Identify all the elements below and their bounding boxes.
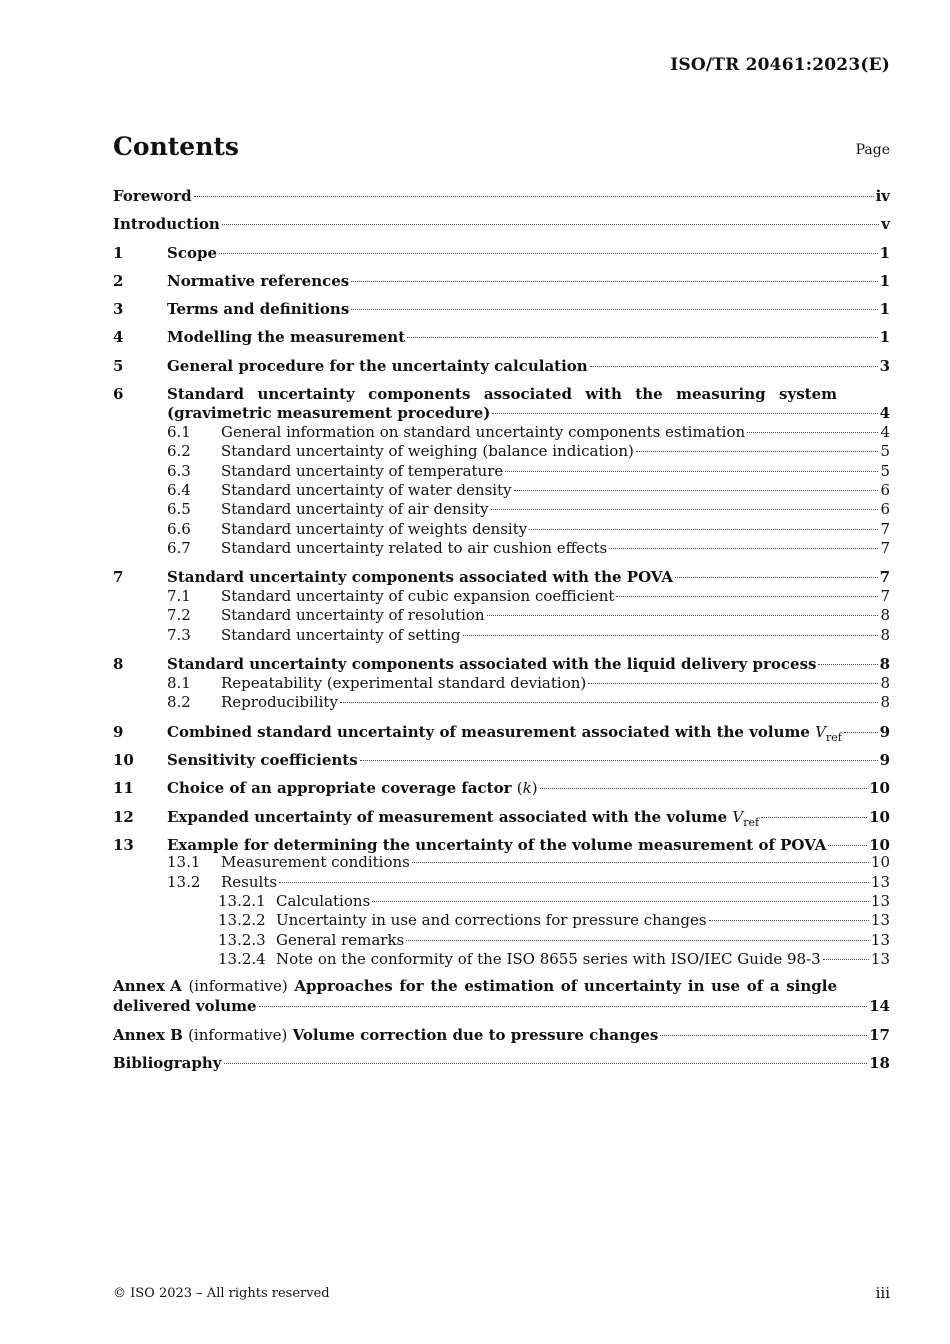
toc-entry-section-10[interactable] (113, 749, 890, 777)
toc-number: 9 (113, 722, 124, 741)
leader-dots (463, 635, 879, 636)
paren-close: ) (531, 779, 538, 798)
toc-entry-section-6[interactable] (113, 383, 890, 423)
toc-title: General information on standard uncertainty components estimation (221, 423, 746, 442)
toc-entry-introduction[interactable] (113, 213, 890, 241)
toc-entry-8-2[interactable] (113, 693, 890, 712)
leader-dots (709, 920, 869, 921)
toc-number: 6.3 (167, 461, 191, 480)
variable-k: k (522, 779, 532, 798)
toc-page: 13 (870, 891, 890, 910)
leader-dots (818, 664, 877, 665)
toc-entry-section-8[interactable] (113, 653, 890, 674)
toc-title: General procedure for the uncertainty calculation (167, 356, 588, 375)
toc-entry-section-7[interactable] (113, 566, 890, 587)
toc-title: Standard uncertainty of weighing (balance indication) (221, 442, 634, 461)
toc-number: 8.1 (167, 674, 191, 693)
toc-page: 9 (879, 750, 890, 769)
subscript-ref: ref (743, 815, 760, 829)
toc-page: 6 (880, 480, 890, 499)
toc-title (167, 806, 759, 834)
toc-page: 13 (870, 949, 890, 968)
toc-entry-6-6[interactable] (113, 520, 890, 539)
toc-title-word: for (399, 977, 424, 996)
toc-title: Standard uncertainty of air density (221, 500, 489, 519)
toc-entry-13-2-3[interactable] (113, 931, 890, 950)
toc-page: 4 (879, 404, 890, 423)
toc-entry-6-3[interactable] (113, 462, 890, 481)
toc-title-word: single (786, 977, 837, 996)
toc-number: 12 (113, 807, 134, 826)
leader-dots (412, 862, 869, 863)
toc-title-word: components (368, 385, 471, 404)
leader-dots (616, 596, 878, 597)
leader-dots (360, 760, 878, 761)
toc-title: Standard uncertainty of water density (221, 480, 512, 499)
leader-dots (340, 702, 879, 703)
toc-title: Standard uncertainty of weights density (221, 519, 528, 538)
toc-title-word: Standard (167, 385, 244, 404)
toc-number: 7 (113, 568, 124, 587)
toc-title-word: Approaches (294, 977, 393, 996)
toc-entry-13-2-4[interactable] (113, 950, 890, 969)
subscript-ref: ref (826, 730, 842, 744)
variable-v: V (732, 807, 744, 826)
page-number: iii (875, 1284, 890, 1302)
toc-number: 10 (113, 750, 134, 769)
toc-title-word: estimation (464, 977, 555, 996)
leader-dots (823, 959, 869, 960)
toc-number: 8.2 (167, 693, 191, 712)
toc-page: 13 (870, 930, 890, 949)
toc-page: iv (875, 187, 890, 205)
toc-number: 6.2 (167, 442, 191, 461)
toc-entry-6-7[interactable] (113, 539, 890, 558)
toc-page: 1 (879, 300, 890, 319)
toc-number: 6.1 (167, 423, 191, 442)
toc-entry-annex-a[interactable] (113, 977, 890, 1024)
toc-title: Reproducibility (221, 693, 338, 712)
toc-title-word: system (779, 385, 837, 404)
toc-number: 4 (113, 328, 124, 347)
toc-page: 8 (880, 606, 890, 625)
toc-page: 7 (880, 587, 890, 606)
toc-title-word: associated (483, 385, 572, 404)
toc-entry-6-2[interactable] (113, 442, 890, 461)
toc-title-line-1 (167, 385, 890, 404)
toc-entry-6-1[interactable] (113, 423, 890, 442)
toc-entry-13-1[interactable] (113, 853, 890, 872)
toc-page: 4 (880, 423, 890, 442)
document-id-header: ISO/TR 20461:2023(E) (670, 55, 890, 75)
toc-title-line-2: (gravimetric measurement procedure) (167, 404, 491, 423)
toc-number: 3 (113, 300, 124, 319)
leader-dots (351, 309, 877, 310)
toc-title-word: of (746, 977, 764, 996)
toc-title-word: of (560, 977, 578, 996)
toc-title-text: Expanded uncertainty of measurement associated with the volume (167, 807, 728, 826)
leader-dots (540, 788, 868, 789)
toc-title-text: Combined standard uncertainty of measurement associated with the volume (167, 722, 810, 741)
toc-title-word: measuring (676, 385, 766, 404)
toc-title: Scope (167, 243, 218, 262)
toc-number: 7.2 (167, 606, 191, 625)
toc-title: Foreword (113, 187, 192, 205)
toc-title-word: the (635, 385, 663, 404)
toc-title-text: Choice of an appropriate coverage factor (167, 779, 512, 798)
toc-page: v (881, 215, 890, 234)
toc-title: Standard uncertainty of setting (221, 625, 461, 644)
toc-page: 10 (869, 779, 890, 798)
annex-label: Annex B (113, 1026, 183, 1045)
toc-entry-7-1[interactable] (113, 587, 890, 606)
toc-entry-section-3[interactable] (113, 298, 890, 326)
toc-title (167, 721, 842, 749)
toc-number: 13 (113, 835, 134, 854)
toc-title: Standard uncertainty related to air cushion effects (221, 538, 608, 557)
toc-entry-foreword[interactable] (113, 185, 890, 213)
toc-number: 6.5 (167, 500, 191, 519)
leader-dots (636, 451, 879, 452)
toc-title-word: use (711, 977, 741, 996)
paren-open: ( (516, 779, 523, 798)
toc-title: Terms and definitions (167, 300, 350, 319)
toc-title-line-1 (113, 977, 890, 997)
toc-page: 18 (869, 1054, 890, 1073)
annex-type: (informative) (188, 977, 288, 996)
leader-dots (505, 471, 878, 472)
toc-page: 1 (879, 328, 890, 347)
leader-dots (224, 1063, 868, 1064)
leader-dots (259, 1006, 868, 1007)
leader-dots (529, 529, 878, 530)
toc-entry-annex-b[interactable] (113, 1024, 890, 1052)
toc-entry-section-12[interactable] (113, 806, 890, 834)
toc-title: Bibliography (113, 1054, 222, 1073)
toc-title-word: with (585, 385, 622, 404)
toc-number: 13.2.4 (218, 949, 266, 968)
toc-title-word: the (430, 977, 458, 996)
leader-dots (406, 940, 869, 941)
toc-title: Introduction (113, 215, 220, 234)
toc-number: 13.2.2 (218, 911, 266, 930)
copyright-notice: © ISO 2023 – All rights reserved (113, 1286, 330, 1301)
toc-title (167, 777, 538, 799)
toc-title: Example for determining the uncertainty of the volume measurement of POVA (167, 835, 827, 854)
toc-entry-section-13[interactable] (113, 834, 890, 854)
toc-title: Standard uncertainty components associated with the liquid delivery process (167, 655, 817, 674)
toc-number: 7.1 (167, 587, 191, 606)
page-title: Contents (113, 132, 240, 161)
toc-number: 6 (113, 385, 124, 404)
toc-entry-section-9[interactable] (113, 721, 890, 749)
leader-dots (407, 337, 877, 338)
page-column-label: Page (855, 142, 890, 158)
toc-entry-bibliography[interactable] (113, 1052, 890, 1080)
leader-dots (747, 432, 878, 433)
toc-number: 13.2.1 (218, 891, 266, 910)
toc-title: Note on the conformity of the ISO 8655 series with ISO/IEC Guide 98-3 (276, 949, 821, 968)
toc-number: 11 (113, 779, 134, 798)
toc-number: 2 (113, 271, 124, 290)
leader-dots (675, 577, 878, 578)
annex-label: Annex A (113, 977, 182, 996)
toc-page: 13 (870, 872, 890, 891)
toc-title: Uncertainty in use and corrections for pressure changes (276, 911, 707, 930)
toc-page: 7 (879, 568, 890, 587)
toc-number: 13.2 (167, 872, 201, 891)
leader-dots (351, 281, 877, 282)
toc-page: 8 (880, 625, 890, 644)
toc-page: 10 (870, 853, 890, 872)
toc-number: 13.1 (167, 853, 201, 872)
toc-number: 1 (113, 243, 124, 262)
toc-page: 10 (869, 807, 890, 826)
toc-page: 10 (869, 835, 890, 854)
toc-entry-7-3[interactable] (113, 626, 890, 645)
leader-dots (279, 882, 869, 883)
toc-title: Modelling the measurement (167, 328, 406, 347)
toc-entry-section-2[interactable] (113, 270, 890, 298)
toc-page: 5 (880, 442, 890, 461)
toc-entry-6-5[interactable] (113, 500, 890, 519)
toc-page: 1 (879, 271, 890, 290)
toc-entry-8-1[interactable] (113, 674, 890, 693)
leader-dots (828, 845, 867, 846)
toc-page: 14 (869, 997, 890, 1016)
leader-dots (194, 196, 874, 197)
leader-dots (660, 1035, 867, 1036)
toc-title (113, 1024, 658, 1046)
leader-dots (590, 366, 878, 367)
toc-title: Measurement conditions (221, 853, 410, 872)
leader-dots (844, 732, 878, 733)
toc-page: 8 (880, 674, 890, 693)
toc-page: 5 (880, 461, 890, 480)
leader-dots (491, 509, 879, 510)
leader-dots (514, 490, 879, 491)
toc-entry-section-1[interactable] (113, 242, 890, 270)
toc-page: 6 (880, 500, 890, 519)
toc-page: 3 (879, 356, 890, 375)
toc-page: 8 (880, 693, 890, 712)
toc-number: 5 (113, 356, 124, 375)
toc-page: 7 (880, 519, 890, 538)
toc-title: Sensitivity coefficients (167, 750, 358, 769)
toc-title-word: uncertainty (257, 385, 355, 404)
toc-entry-section-5[interactable] (113, 355, 890, 383)
toc-page: 1 (879, 243, 890, 262)
toc-title: Standard uncertainty components associated with the POVA (167, 568, 673, 587)
toc-entry-6-4[interactable] (113, 481, 890, 500)
toc-number: 6.4 (167, 480, 191, 499)
toc-title: Results (221, 872, 278, 891)
toc-entry-13-2[interactable] (113, 873, 890, 892)
leader-dots (487, 615, 879, 616)
annex-type: (informative) (188, 1026, 288, 1045)
toc-title: Calculations (276, 891, 371, 910)
leader-dots (609, 548, 878, 549)
table-of-contents (113, 185, 890, 1081)
leader-dots (761, 817, 867, 818)
leader-dots (588, 683, 878, 684)
toc-title-word: uncertainty (583, 977, 682, 996)
variable-v: V (815, 722, 827, 741)
toc-entry-13-2-1[interactable] (113, 892, 890, 911)
toc-title: Standard uncertainty of resolution (221, 606, 485, 625)
toc-title-line-2: delivered volume (113, 997, 257, 1016)
leader-dots (219, 253, 878, 254)
toc-number: 8 (113, 655, 124, 674)
toc-entry-13-2-2[interactable] (113, 911, 890, 930)
toc-title: Standard uncertainty of cubic expansion coefficient (221, 587, 615, 606)
toc-page: 8 (879, 655, 890, 674)
toc-entry-7-2[interactable] (113, 606, 890, 625)
toc-title: Repeatability (experimental standard deviation) (221, 674, 587, 693)
toc-entry-section-11[interactable] (113, 777, 890, 805)
toc-title-text: Volume correction due to pressure changes (292, 1026, 659, 1045)
toc-number: 6.6 (167, 519, 191, 538)
leader-dots (492, 413, 877, 414)
toc-page: 9 (879, 722, 890, 741)
toc-number: 7.3 (167, 625, 191, 644)
toc-page: 17 (869, 1026, 890, 1045)
leader-dots (222, 224, 879, 225)
toc-page: 7 (880, 538, 890, 557)
toc-title: Standard uncertainty of temperature (221, 461, 504, 480)
toc-page: 13 (870, 911, 890, 930)
leader-dots (372, 901, 869, 902)
toc-number: 13.2.3 (218, 930, 266, 949)
toc-title-word: in (687, 977, 705, 996)
toc-entry-section-4[interactable] (113, 326, 890, 354)
toc-title: Normative references (167, 271, 350, 290)
toc-number: 6.7 (167, 538, 191, 557)
toc-title: General remarks (276, 930, 405, 949)
toc-title-word: a (769, 977, 780, 996)
